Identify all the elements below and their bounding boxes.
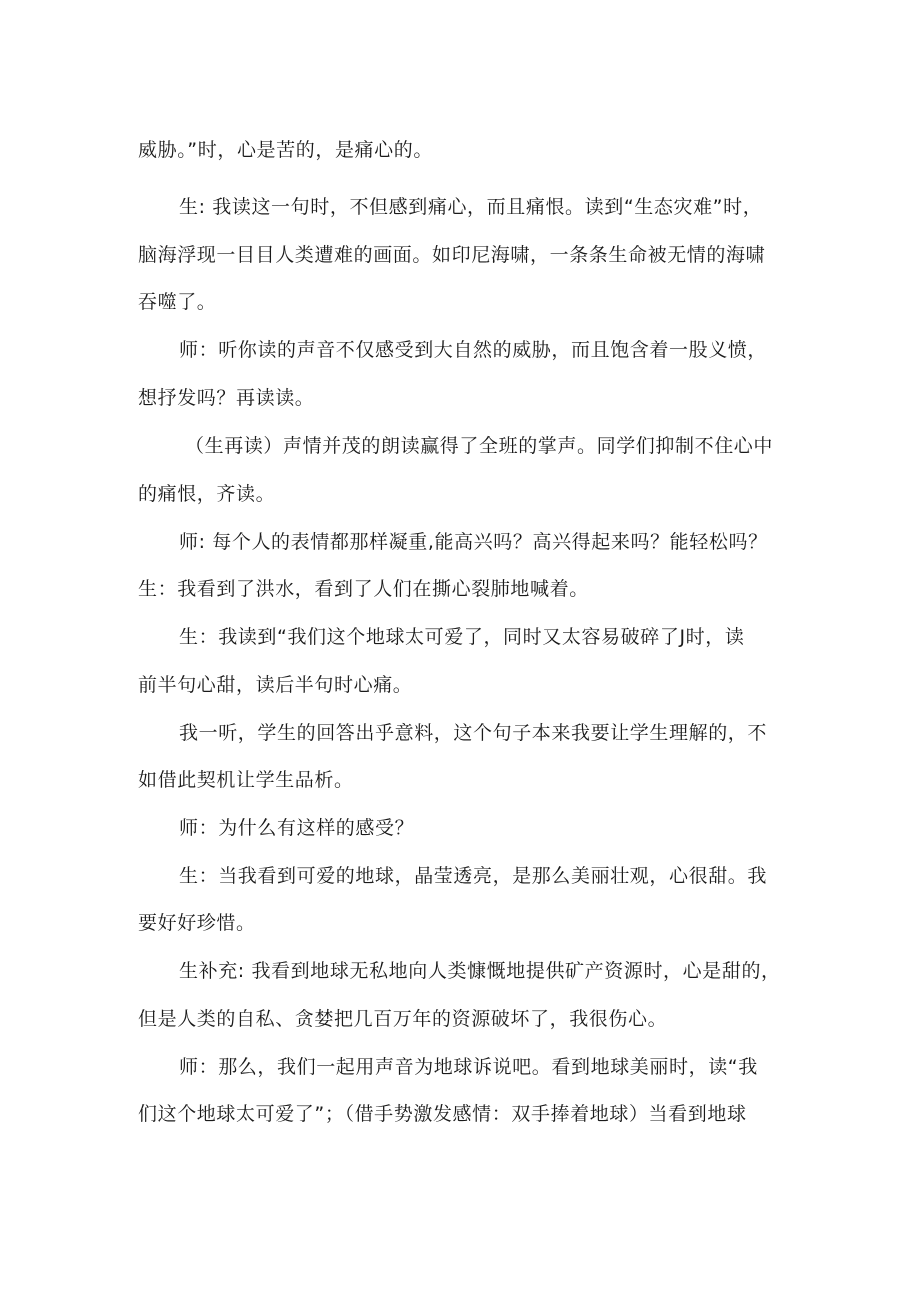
text-line: 们这个地球太可爱了”；（借手势激发感情：双手捧着地球）当看到地球	[138, 1103, 747, 1125]
text-line: 但是人类的自私、贪婪把几百万年的资源破坏了，我很伤心。	[138, 1008, 668, 1030]
text-line: 的痛恨，齐读。	[138, 483, 276, 505]
text-line: 前半句心甜，读后半句时心痛。	[138, 674, 413, 696]
text-line: 我一听，学生的回答出乎意料，这个句子本来我要让学生理解的，不	[179, 722, 768, 744]
text-line: 师：那么，我们一起用声音为地球诉说吧。看到地球美丽时，读“我	[179, 1056, 758, 1078]
text-line: 生：当我看到可爱的地球，晶莹透亮，是那么美丽壮观，心很甜。我	[179, 865, 768, 887]
text-line: 生补充: 我看到地球无私地向人类慷慨地提供矿产资源时，心是甜的，	[179, 960, 781, 982]
text-line: 生：我看到了洪水，看到了人们在撕心裂肺地喊着。	[138, 578, 589, 600]
text-line: 威胁。”时，心是苦的，是痛心的。	[138, 139, 433, 161]
text-line: 要好好珍惜。	[138, 912, 256, 934]
text-line: 如借此契机让学生品析。	[138, 769, 354, 791]
text-line: 生：我读到“我们这个地球太可爱了，同时又太容易破碎了J时，读	[179, 626, 745, 648]
text-line: 吞噬了。	[138, 291, 217, 313]
text-line: 生: 我读这一句时，不但感到痛心，而且痛恨。读到“生态灾难”时，	[179, 196, 763, 218]
text-line: 师: 每个人的表情都那样凝重,能高兴吗？高兴得起来吗？能轻松吗？	[179, 531, 768, 553]
text-line: 师：听你读的声音不仅感受到大自然的威胁，而且饱含着一股义愤，	[179, 339, 768, 361]
text-line: （生再读）声情并茂的朗读赢得了全班的掌声。同学们抑制不住心中	[185, 435, 774, 457]
text-line: 师：为什么有这样的感受？	[179, 817, 415, 839]
text-line: 脑海浮现一目目人类遭难的画面。如印尼海啸，一条条生命被无情的海啸	[138, 244, 766, 266]
text-line: 想抒发吗？再读读。	[138, 387, 315, 409]
